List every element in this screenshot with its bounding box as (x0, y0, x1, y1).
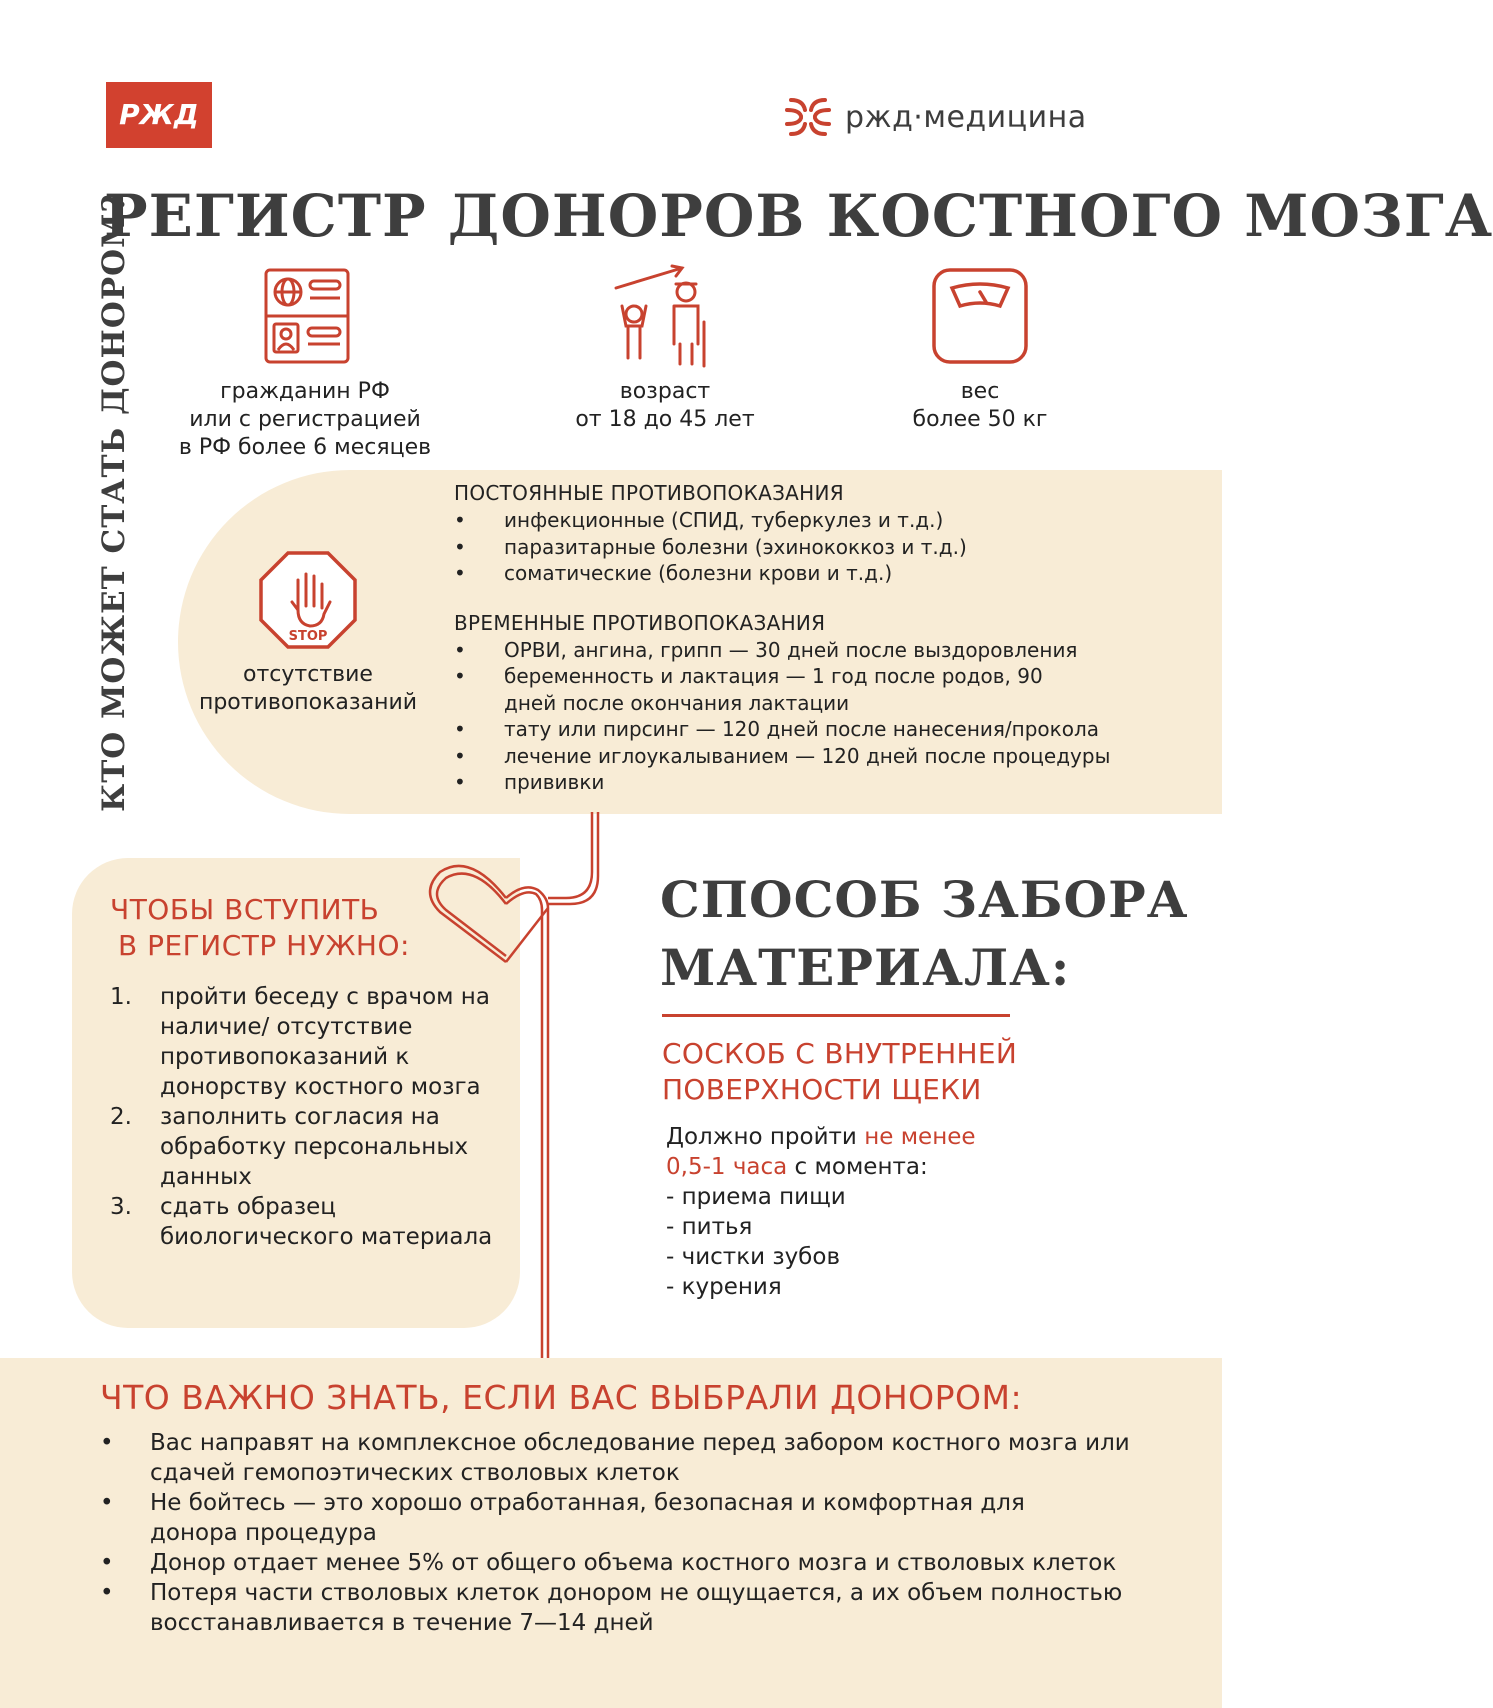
list-item: • паразитарные болезни (эхинококкоз и т.д.) (454, 534, 1154, 561)
step-number: 2. (110, 1104, 132, 1130)
requirement-line: более 50 кг (912, 407, 1048, 432)
permanent-contraindications-title: ПОСТОЯННЫЕ ПРОТИВОПОКАЗАНИЯ (454, 481, 844, 505)
important-title: ЧТО ВАЖНО ЗНАТЬ, ЕСЛИ ВАС ВЫБРАЛИ ДОНОРОМ: (100, 1378, 1023, 1417)
important-list-wrap (100, 1428, 1140, 1638)
text: Должно пройти (666, 1124, 865, 1150)
requirement-line: от 18 до 45 лет (575, 407, 755, 432)
rzd-medicine-logo-icon (785, 94, 831, 140)
requirement-line: или с регистрацией (189, 407, 421, 432)
list-item: • ОРВИ, ангина, грипп — 30 дней после выздоровления (454, 637, 1154, 664)
rzd-logo-icon (116, 98, 202, 132)
list-item: • тату или пирсинг — 120 дней после нанесения/прокола (454, 716, 1154, 743)
step-number: 3. (110, 1194, 132, 1220)
swab-title (662, 1036, 1017, 1108)
divider (662, 1014, 1010, 1017)
important-list (100, 1428, 1140, 1638)
list-item (110, 1192, 500, 1252)
swab-instructions (666, 1122, 976, 1302)
requirement-line: противопоказаний (198, 690, 418, 715)
list-item: • прививки (454, 769, 1154, 796)
join-title-line: В РЕГИСТР НУЖНО: (118, 929, 410, 962)
list-item: • Потеря части стволовых клеток донором не ощущается, а их объем полностью восстанавливается в течение 7—14 дней (100, 1578, 1190, 1638)
join-title-line: ЧТОБЫ ВСТУПИТЬ (110, 893, 380, 926)
page-title: РЕГИСТР ДОНОРОВ КОСТНОГО МОЗГА (104, 182, 1493, 250)
step-number: 1. (110, 984, 132, 1010)
scale-icon (930, 266, 1030, 366)
join-steps-list (110, 982, 500, 1252)
requirement-line: возраст (619, 379, 711, 404)
list-item: • Вас направят на комплексное обследование перед забором костного мозга или сдачей гемопоэтических стволовых клеток (100, 1428, 1150, 1488)
swab-line (666, 1152, 976, 1182)
highlight: не менее (864, 1124, 976, 1150)
list-item: • Не бойтесь — это хорошо отработанная, безопасная и комфортная для донора процедура (100, 1488, 1090, 1548)
who-can-title: КТО МОЖЕТ СТАТЬ ДОНОРОМ? (96, 193, 132, 812)
contraindications-list (454, 480, 1154, 796)
highlight: 0,5-1 часа (666, 1154, 788, 1180)
list-item: • беременность и лактация — 1 год после родов, 90 дней после окончания лактации (454, 663, 1084, 716)
requirement-citizenship (160, 378, 450, 462)
join-registry-title (110, 892, 410, 964)
rzd-logo (106, 82, 212, 148)
svg-text:STOP: STOP (288, 629, 328, 644)
list-item: - питья (666, 1214, 753, 1240)
swab-title-line: СОСКОБ С ВНУТРЕННЕЙ (662, 1037, 1018, 1070)
list-item: • инфекционные (СПИД, туберкулез и т.д.) (454, 507, 1154, 534)
temporary-contraindications-title: ВРЕМЕННЫЕ ПРОТИВОПОКАЗАНИЯ (454, 610, 826, 635)
list-item: - приема пищи (666, 1184, 846, 1210)
requirement-weight (880, 378, 1080, 434)
step-text: заполнить согласия на обработку персональных данных (160, 1104, 469, 1190)
requirement-line: гражданин РФ (220, 379, 390, 404)
svg-text:РЖД: РЖД (119, 98, 199, 131)
step-text: пройти беседу с врачом на наличие/ отсутствие противопоказаний к донорству костного мозга (160, 984, 490, 1100)
rzd-medicine-brand (785, 92, 1087, 142)
requirement-line: вес (960, 379, 1000, 404)
age-icon (612, 262, 722, 372)
method-title-line: СПОСОБ ЗАБОРА (660, 870, 1189, 929)
list-item: - курения (666, 1274, 782, 1300)
step-text: сдать образец биологического материала (160, 1194, 493, 1250)
list-item: • лечение иглоукалыванием — 120 дней после процедуры (454, 743, 1154, 770)
passport-icon (262, 266, 352, 366)
text: с момента: (787, 1154, 928, 1180)
requirement-line: отсутствие (243, 662, 373, 687)
list-item (110, 1102, 500, 1192)
list-item: • Донор отдает менее 5% от общего объема костного мозга и стволовых клеток (100, 1548, 1140, 1578)
swab-line (666, 1122, 976, 1152)
swab-title-line: ПОВЕРХНОСТИ ЩЕКИ (662, 1073, 982, 1106)
list-item: • соматические (болезни крови и т.д.) (454, 560, 1154, 587)
requirement-no-contraindications (178, 661, 438, 717)
requirement-age (540, 378, 790, 434)
temporary-contraindications-list (454, 637, 1154, 796)
method-title-line: МАТЕРИАЛА: (660, 938, 1071, 997)
stop-hand-icon (258, 550, 358, 650)
list-item (110, 982, 500, 1102)
permanent-contraindications-list (454, 507, 1154, 587)
join-steps (110, 982, 500, 1252)
method-title (660, 866, 1188, 1002)
requirement-line: в РФ более 6 месяцев (178, 435, 432, 460)
brand-text: ржд·медицина (845, 99, 1087, 135)
list-item: - чистки зубов (666, 1244, 840, 1270)
